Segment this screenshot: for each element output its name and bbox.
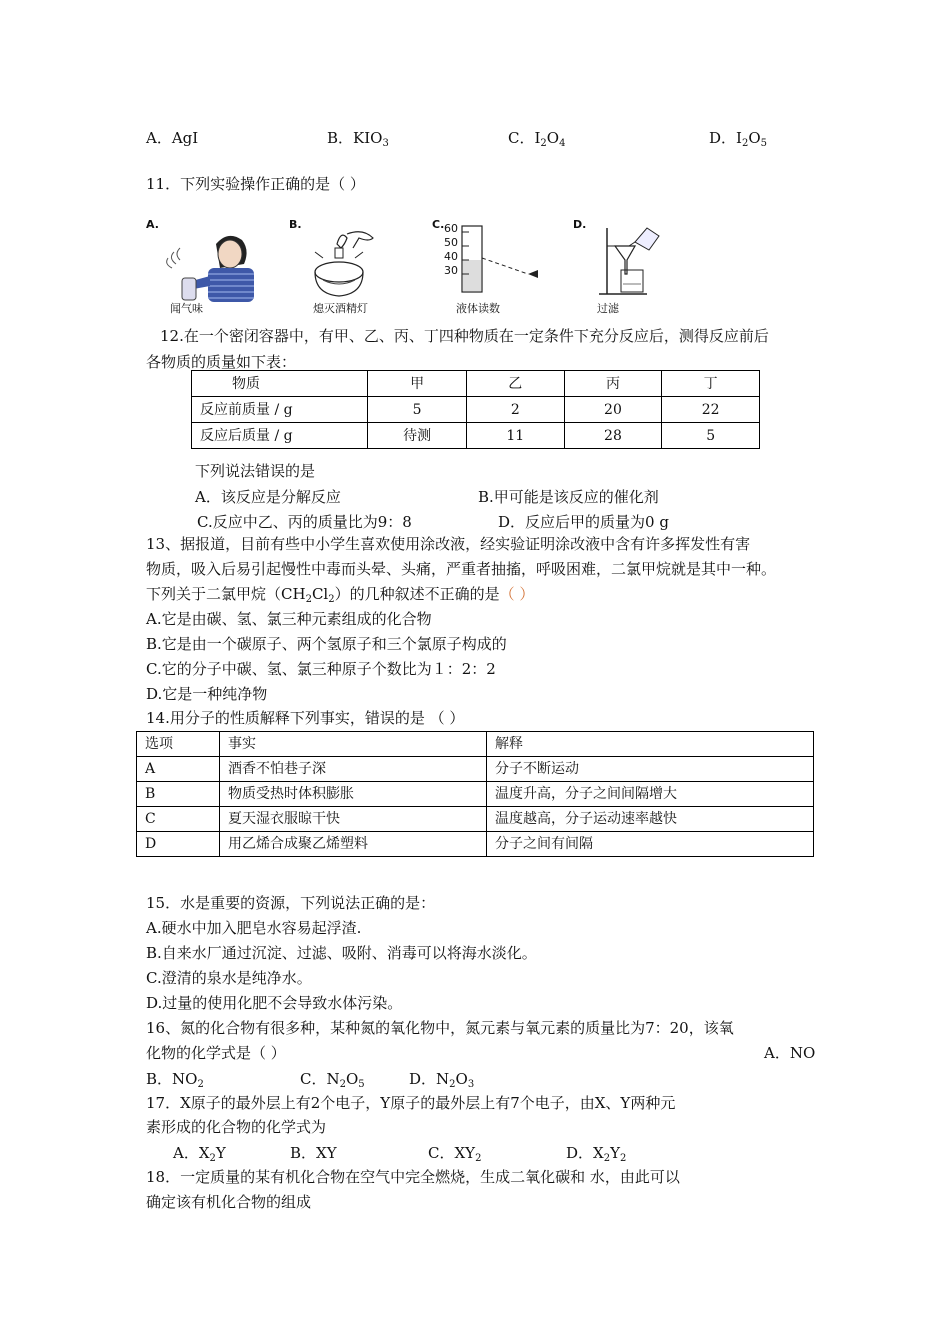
q15-option-d: D.过量的使用化肥不会导致水体污染。 — [146, 994, 403, 1012]
q16-line1: 16、氮的化合物有很多种，某种氮的氧化物中，氮元素与氧元素的质量比为7：20，该氧 — [146, 1019, 734, 1037]
table-cell: 分子之间有间隔 — [487, 832, 814, 857]
table-cell: 解释 — [487, 732, 814, 757]
smell-illustration — [146, 224, 266, 304]
table-cell: 22 — [662, 397, 760, 423]
table-cell: 5 — [662, 423, 760, 449]
q13-line2: 物质，吸入后易引起慢性中毒而头晕、头痛，严重者抽搐，呼吸困难，二氯甲烷就是其中一种。 — [146, 560, 777, 578]
q17-option-a: A．$X_2Y$ — [173, 1144, 226, 1164]
table-row — [137, 782, 814, 807]
q15-stem: 15．水是重要的资源，下列说法正确的是： — [146, 894, 436, 912]
q10-option-b: B．$KIO_3$ — [327, 129, 389, 149]
q13-line1: 13、据报道，目前有些中小学生喜欢使用涂改液，经实验证明涂改液中含有许多挥发性有害 — [146, 535, 751, 553]
table-cell: A — [137, 757, 220, 782]
q17-option-d: D．$X_2Y_2$ — [566, 1144, 627, 1164]
q14-table — [136, 731, 814, 857]
figure-a-caption: 闻气味 — [170, 302, 203, 315]
table-cell: 酒香不怕巷子深 — [220, 757, 487, 782]
table-cell: 甲 — [368, 371, 467, 397]
table-cell: C — [137, 807, 220, 832]
figure-d-filtration — [573, 218, 673, 314]
q15-option-c: C.澄清的泉水是纯净水。 — [146, 969, 312, 987]
q11-stem: 11．下列实验操作正确的是（ ） — [146, 175, 365, 193]
table-row — [137, 832, 814, 857]
table-row — [137, 807, 814, 832]
answer-paren: （ ） — [499, 585, 535, 603]
q12-option-b: B.甲可能是该反应的催化剂 — [478, 488, 659, 506]
figure-a-label: A. — [146, 218, 159, 231]
figure-b-lamp — [289, 218, 389, 314]
table-cell: 选项 — [137, 732, 220, 757]
q14-stem: 14.用分子的性质解释下列事实，错误的是 （ ） — [146, 709, 465, 727]
table-cell: 乙 — [466, 371, 564, 397]
figure-a-smell — [146, 218, 266, 314]
table-cell: 丁 — [662, 371, 760, 397]
q16-option-c: C．$N_2O_5$ — [300, 1070, 365, 1090]
table-cell: 夏天湿衣服晾干快 — [220, 807, 487, 832]
q16-option-b: B．$NO_2$ — [146, 1070, 204, 1090]
q18-line1: 18．一定质量的某有机化合物在空气中完全燃烧，生成二氧化碳和 水，由此可以 — [146, 1168, 680, 1186]
scale-40: 40 — [444, 250, 458, 263]
q16-option-a: A．NO — [764, 1044, 816, 1062]
table-cell: 物质受热时体积膨胀 — [220, 782, 487, 807]
scale-50: 50 — [444, 236, 458, 249]
table-cell: 丙 — [564, 371, 662, 397]
table-cell: 物质 — [192, 371, 368, 397]
figure-c-reading — [432, 218, 552, 314]
q17-line1: 17．X原子的最外层上有2个电子，Y原子的最外层上有7个电子，由X、Y两种元 — [146, 1094, 676, 1112]
table-cell: 5 — [368, 397, 467, 423]
q15-option-b: B.自来水厂通过沉淀、过滤、吸附、消毒可以将海水淡化。 — [146, 944, 537, 962]
q17-option-b: B．XY — [290, 1144, 337, 1162]
table-cell: D — [137, 832, 220, 857]
q12-stem-line2: 各物质的质量如下表： — [146, 353, 297, 371]
q12-option-a: A．该反应是分解反应 — [195, 488, 341, 506]
lamp-illustration — [289, 224, 389, 304]
q12-mass-table — [191, 370, 760, 449]
table-cell: 分子不断运动 — [487, 757, 814, 782]
table-cell: 20 — [564, 397, 662, 423]
table-cell: 11 — [466, 423, 564, 449]
filtration-illustration — [573, 222, 673, 302]
q12-option-c: C.反应中乙、丙的质量比为9：8 — [197, 513, 412, 531]
q15-option-a: A.硬水中加入肥皂水容易起浮渣. — [146, 919, 362, 937]
table-row — [192, 423, 760, 449]
scale-60: 60 — [444, 222, 458, 235]
q12-question: 下列说法错误的是 — [195, 462, 316, 480]
figure-d-label: D. — [573, 218, 587, 231]
scale-30: 30 — [444, 264, 458, 277]
q10-option-d: D．$I_2O_5$ — [709, 129, 768, 149]
table-row — [192, 397, 760, 423]
q10-option-a: A．AgI — [146, 129, 199, 147]
q12-stem-line1: 12.在一个密闭容器中，有甲、乙、丙、丁四种物质在一定条件下充分反应后，测得反应前后 — [160, 327, 769, 345]
q16-option-d: D．$N_2O_3$ — [409, 1070, 475, 1090]
figure-b-label: B. — [289, 218, 302, 231]
figure-c-caption: 液体读数 — [456, 302, 500, 315]
q17-line2: 素形成的化合物的化学式为 — [146, 1118, 327, 1136]
figure-d-caption: 过滤 — [597, 302, 619, 315]
q13-option-b: B.它是由一个碳原子、两个氢原子和三个氯原子构成的 — [146, 635, 507, 653]
table-cell: 事实 — [220, 732, 487, 757]
table-cell: 温度越高，分子运动速率越快 — [487, 807, 814, 832]
q12-option-d: D．反应后甲的质量为0 g — [498, 513, 669, 531]
q16-line2: 化物的化学式是（ ） — [146, 1044, 286, 1062]
figure-b-caption: 熄灭酒精灯 — [313, 302, 368, 315]
table-cell: 反应后质量 / g — [192, 423, 368, 449]
table-cell: 用乙烯合成聚乙烯塑料 — [220, 832, 487, 857]
q10-option-c: C．$I_2O_4$ — [508, 129, 566, 149]
table-cell: 反应前质量 / g — [192, 397, 368, 423]
q17-option-c: C．$XY_2$ — [428, 1144, 482, 1164]
figure-c-label: C. — [432, 218, 445, 231]
q13-line3: 下列关于二氯甲烷$(CH_2Cl_2)$的几种叙述不正确的是（ ） — [146, 585, 535, 605]
q13-option-d: D.它是一种纯净物 — [146, 685, 268, 703]
table-cell: 28 — [564, 423, 662, 449]
table-header-row — [137, 732, 814, 757]
table-cell: 温度升高，分子之间间隔增大 — [487, 782, 814, 807]
q13-option-a: A.它是由碳、氢、氯三种元素组成的化合物 — [146, 610, 432, 628]
table-cell: 2 — [466, 397, 564, 423]
table-cell: B — [137, 782, 220, 807]
table-header-row — [192, 371, 760, 397]
q13-option-c: C.它的分子中碳、氢、氯三种原子个数比为１：2：2 — [146, 660, 496, 678]
table-row — [137, 757, 814, 782]
table-cell: 待测 — [368, 423, 467, 449]
q18-line2: 确定该有机化合物的组成 — [146, 1193, 312, 1211]
